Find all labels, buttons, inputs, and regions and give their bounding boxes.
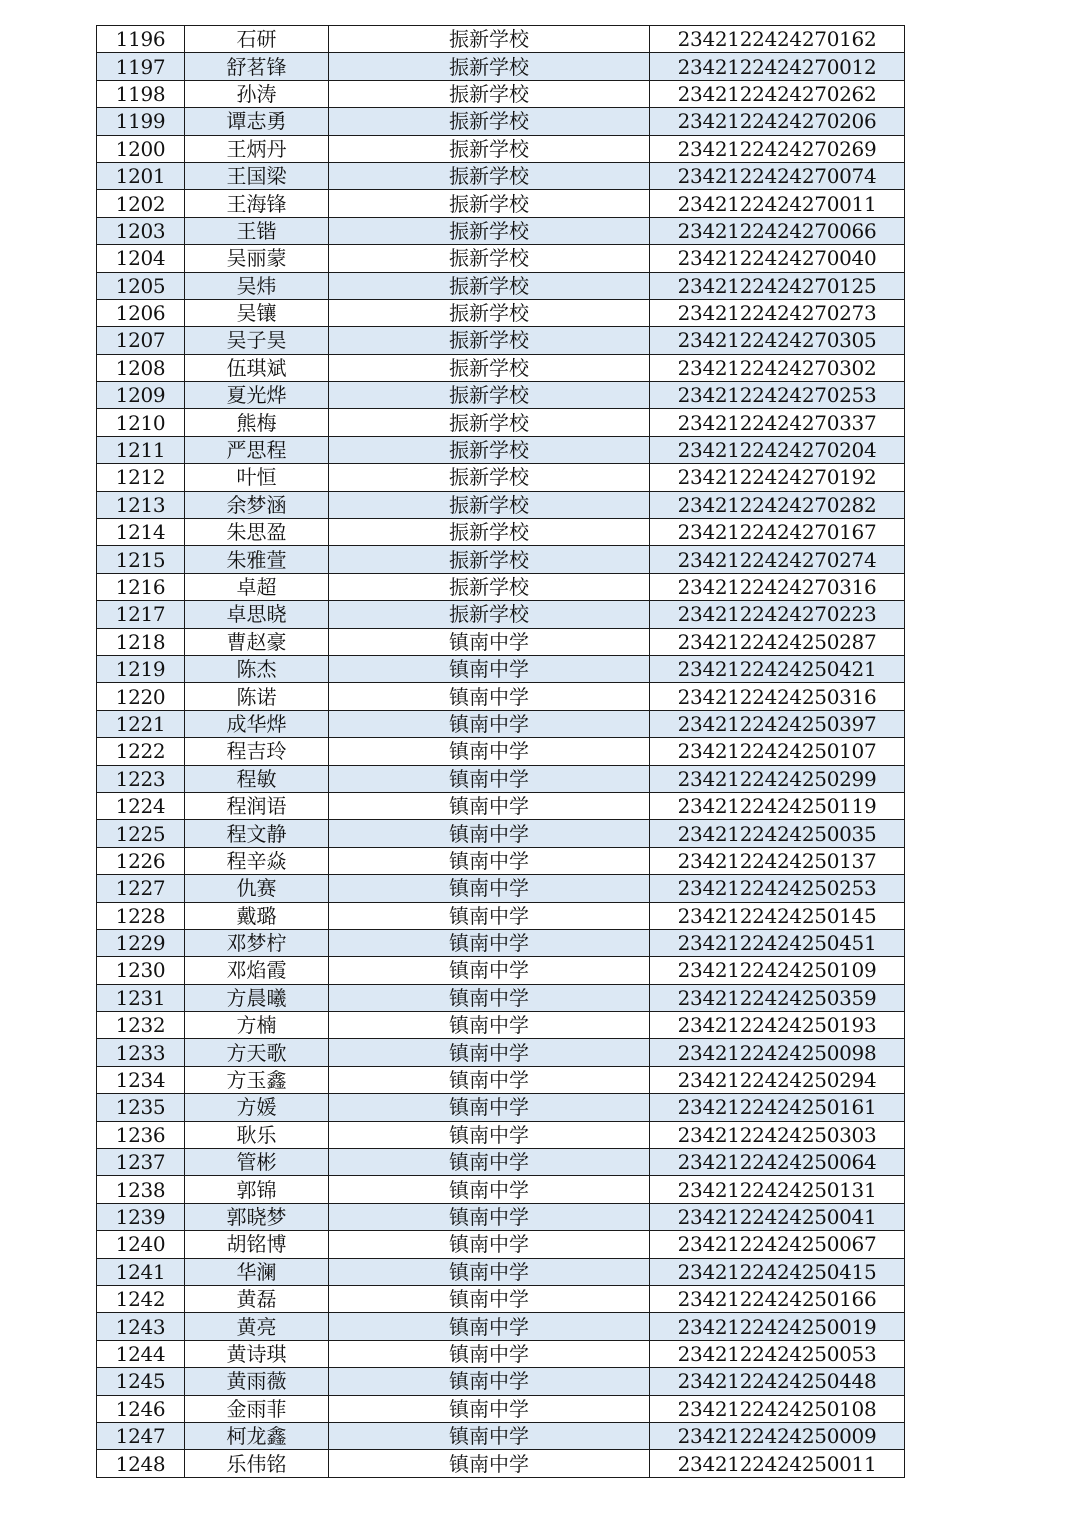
student-name-cell: 华澜 [185, 1258, 329, 1285]
school-cell: 振新学校 [329, 546, 650, 573]
school-cell: 振新学校 [329, 601, 650, 628]
school-cell: 振新学校 [329, 135, 650, 162]
table-row [97, 710, 905, 737]
exam-id-cell: 2342122424250137 [650, 847, 905, 874]
student-name-cell: 朱雅萱 [185, 546, 329, 573]
student-name-cell: 谭志勇 [185, 108, 329, 135]
student-name-cell: 仇赛 [185, 875, 329, 902]
table-row [97, 1066, 905, 1093]
row-number-cell: 1201 [97, 162, 185, 189]
row-number-cell: 1248 [97, 1450, 185, 1477]
student-name-cell: 曹赵豪 [185, 628, 329, 655]
exam-id-cell: 2342122424270206 [650, 108, 905, 135]
student-name-cell: 孙涛 [185, 80, 329, 107]
row-number-cell: 1224 [97, 792, 185, 819]
school-cell: 镇南中学 [329, 1176, 650, 1203]
school-cell: 镇南中学 [329, 875, 650, 902]
student-name-cell: 耿乐 [185, 1121, 329, 1148]
table-row [97, 327, 905, 354]
exam-id-cell: 2342122424250193 [650, 1012, 905, 1039]
exam-id-cell: 2342122424270162 [650, 26, 905, 53]
school-cell: 镇南中学 [329, 1121, 650, 1148]
school-cell: 振新学校 [329, 245, 650, 272]
row-number-cell: 1223 [97, 765, 185, 792]
table-row [97, 1203, 905, 1230]
student-name-cell: 程润语 [185, 792, 329, 819]
table-row [97, 546, 905, 573]
exam-id-cell: 2342122424270066 [650, 217, 905, 244]
exam-id-cell: 2342122424270074 [650, 162, 905, 189]
row-number-cell: 1214 [97, 519, 185, 546]
school-cell: 振新学校 [329, 382, 650, 409]
school-cell: 镇南中学 [329, 1285, 650, 1312]
exam-id-cell: 2342122424270305 [650, 327, 905, 354]
student-name-cell: 王国梁 [185, 162, 329, 189]
student-name-cell: 吴炜 [185, 272, 329, 299]
school-cell: 振新学校 [329, 519, 650, 546]
table-row [97, 1039, 905, 1066]
student-name-cell: 王海锋 [185, 190, 329, 217]
exam-id-cell: 2342122424250035 [650, 820, 905, 847]
exam-id-cell: 2342122424250451 [650, 929, 905, 956]
table-row [97, 1450, 905, 1477]
table-row [97, 738, 905, 765]
exam-id-cell: 2342122424250316 [650, 683, 905, 710]
school-cell: 镇南中学 [329, 1149, 650, 1176]
row-number-cell: 1204 [97, 245, 185, 272]
row-number-cell: 1245 [97, 1368, 185, 1395]
table-row [97, 601, 905, 628]
school-cell: 振新学校 [329, 436, 650, 463]
student-name-cell: 戴璐 [185, 902, 329, 929]
school-cell: 振新学校 [329, 491, 650, 518]
student-name-cell: 程敏 [185, 765, 329, 792]
exam-id-cell: 2342122424270192 [650, 464, 905, 491]
exam-id-cell: 2342122424250108 [650, 1395, 905, 1422]
table-row [97, 1149, 905, 1176]
row-number-cell: 1219 [97, 655, 185, 682]
school-cell: 镇南中学 [329, 1231, 650, 1258]
exam-id-cell: 2342122424250253 [650, 875, 905, 902]
school-cell: 镇南中学 [329, 710, 650, 737]
student-name-cell: 管彬 [185, 1149, 329, 1176]
exam-id-cell: 2342122424250067 [650, 1231, 905, 1258]
row-number-cell: 1208 [97, 354, 185, 381]
table-row [97, 1422, 905, 1449]
table-row [97, 792, 905, 819]
student-name-cell: 叶恒 [185, 464, 329, 491]
school-cell: 镇南中学 [329, 1066, 650, 1093]
exam-id-cell: 2342122424270253 [650, 382, 905, 409]
table-row [97, 26, 905, 53]
table-row [97, 53, 905, 80]
student-name-cell: 方玉鑫 [185, 1066, 329, 1093]
student-list-table [96, 25, 905, 1478]
exam-id-cell: 2342122424250303 [650, 1121, 905, 1148]
student-name-cell: 黄磊 [185, 1285, 329, 1312]
row-number-cell: 1232 [97, 1012, 185, 1039]
row-number-cell: 1244 [97, 1340, 185, 1367]
student-name-cell: 黄诗琪 [185, 1340, 329, 1367]
row-number-cell: 1241 [97, 1258, 185, 1285]
table-row [97, 1012, 905, 1039]
row-number-cell: 1215 [97, 546, 185, 573]
student-name-cell: 方晨曦 [185, 984, 329, 1011]
school-cell: 振新学校 [329, 327, 650, 354]
row-number-cell: 1236 [97, 1121, 185, 1148]
table-row [97, 1094, 905, 1121]
table-row [97, 299, 905, 326]
school-cell: 振新学校 [329, 354, 650, 381]
student-name-cell: 程辛焱 [185, 847, 329, 874]
student-name-cell: 王锴 [185, 217, 329, 244]
table-row [97, 628, 905, 655]
row-number-cell: 1246 [97, 1395, 185, 1422]
row-number-cell: 1198 [97, 80, 185, 107]
table-row [97, 80, 905, 107]
student-name-cell: 卓思晓 [185, 601, 329, 628]
table-row [97, 409, 905, 436]
school-cell: 振新学校 [329, 299, 650, 326]
row-number-cell: 1209 [97, 382, 185, 409]
exam-id-cell: 2342122424270167 [650, 519, 905, 546]
table-row [97, 245, 905, 272]
row-number-cell: 1229 [97, 929, 185, 956]
student-name-cell: 金雨菲 [185, 1395, 329, 1422]
table-row [97, 765, 905, 792]
school-cell: 镇南中学 [329, 1203, 650, 1230]
exam-id-cell: 2342122424250166 [650, 1285, 905, 1312]
exam-id-cell: 2342122424270269 [650, 135, 905, 162]
exam-id-cell: 2342122424270125 [650, 272, 905, 299]
table-row [97, 1258, 905, 1285]
table-row [97, 1368, 905, 1395]
row-number-cell: 1218 [97, 628, 185, 655]
school-cell: 镇南中学 [329, 738, 650, 765]
row-number-cell: 1200 [97, 135, 185, 162]
table-row [97, 1285, 905, 1312]
school-cell: 振新学校 [329, 464, 650, 491]
exam-id-cell: 2342122424250397 [650, 710, 905, 737]
student-name-cell: 方天歌 [185, 1039, 329, 1066]
table-row [97, 491, 905, 518]
school-cell: 镇南中学 [329, 1258, 650, 1285]
student-name-cell: 黄亮 [185, 1313, 329, 1340]
row-number-cell: 1226 [97, 847, 185, 874]
row-number-cell: 1242 [97, 1285, 185, 1312]
table-row [97, 382, 905, 409]
table-row [97, 820, 905, 847]
row-number-cell: 1231 [97, 984, 185, 1011]
row-number-cell: 1233 [97, 1039, 185, 1066]
exam-id-cell: 2342122424250359 [650, 984, 905, 1011]
exam-id-cell: 2342122424250415 [650, 1258, 905, 1285]
school-cell: 振新学校 [329, 26, 650, 53]
table-row [97, 135, 905, 162]
school-cell: 镇南中学 [329, 1094, 650, 1121]
student-name-cell: 熊梅 [185, 409, 329, 436]
school-cell: 振新学校 [329, 217, 650, 244]
exam-id-cell: 2342122424250448 [650, 1368, 905, 1395]
table-row [97, 436, 905, 463]
row-number-cell: 1210 [97, 409, 185, 436]
table-row [97, 875, 905, 902]
student-name-cell: 程文静 [185, 820, 329, 847]
table-row [97, 957, 905, 984]
student-name-cell: 吴子昊 [185, 327, 329, 354]
school-cell: 镇南中学 [329, 628, 650, 655]
row-number-cell: 1247 [97, 1422, 185, 1449]
row-number-cell: 1216 [97, 573, 185, 600]
exam-id-cell: 2342122424270012 [650, 53, 905, 80]
school-cell: 镇南中学 [329, 683, 650, 710]
school-cell: 镇南中学 [329, 847, 650, 874]
school-cell: 镇南中学 [329, 957, 650, 984]
exam-id-cell: 2342122424270262 [650, 80, 905, 107]
student-name-cell: 伍琪斌 [185, 354, 329, 381]
row-number-cell: 1234 [97, 1066, 185, 1093]
school-cell: 镇南中学 [329, 1395, 650, 1422]
student-name-cell: 吴镶 [185, 299, 329, 326]
student-name-cell: 黄雨薇 [185, 1368, 329, 1395]
student-name-cell: 严思程 [185, 436, 329, 463]
school-cell: 振新学校 [329, 162, 650, 189]
exam-id-cell: 2342122424270316 [650, 573, 905, 600]
row-number-cell: 1203 [97, 217, 185, 244]
table-row [97, 929, 905, 956]
exam-id-cell: 2342122424250131 [650, 1176, 905, 1203]
table-row [97, 683, 905, 710]
row-number-cell: 1217 [97, 601, 185, 628]
row-number-cell: 1196 [97, 26, 185, 53]
exam-id-cell: 2342122424250019 [650, 1313, 905, 1340]
exam-id-cell: 2342122424270274 [650, 546, 905, 573]
exam-id-cell: 2342122424250161 [650, 1094, 905, 1121]
student-name-cell: 陈杰 [185, 655, 329, 682]
student-name-cell: 乐伟铭 [185, 1450, 329, 1477]
student-name-cell: 方媛 [185, 1094, 329, 1121]
exam-id-cell: 2342122424270204 [650, 436, 905, 463]
student-name-cell: 吴丽蒙 [185, 245, 329, 272]
table-row [97, 573, 905, 600]
row-number-cell: 1221 [97, 710, 185, 737]
exam-id-cell: 2342122424250109 [650, 957, 905, 984]
school-cell: 镇南中学 [329, 792, 650, 819]
school-cell: 镇南中学 [329, 820, 650, 847]
row-number-cell: 1206 [97, 299, 185, 326]
exam-id-cell: 2342122424270302 [650, 354, 905, 381]
table-row [97, 272, 905, 299]
school-cell: 振新学校 [329, 573, 650, 600]
exam-id-cell: 2342122424250009 [650, 1422, 905, 1449]
exam-id-cell: 2342122424270223 [650, 601, 905, 628]
table-row [97, 519, 905, 546]
student-name-cell: 成华烨 [185, 710, 329, 737]
exam-id-cell: 2342122424250294 [650, 1066, 905, 1093]
row-number-cell: 1237 [97, 1149, 185, 1176]
row-number-cell: 1222 [97, 738, 185, 765]
school-cell: 振新学校 [329, 409, 650, 436]
table-row [97, 1340, 905, 1367]
row-number-cell: 1212 [97, 464, 185, 491]
student-name-cell: 柯龙鑫 [185, 1422, 329, 1449]
school-cell: 镇南中学 [329, 1313, 650, 1340]
student-name-cell: 王炳丹 [185, 135, 329, 162]
school-cell: 振新学校 [329, 190, 650, 217]
school-cell: 振新学校 [329, 108, 650, 135]
row-number-cell: 1211 [97, 436, 185, 463]
exam-id-cell: 2342122424250119 [650, 792, 905, 819]
table-row [97, 984, 905, 1011]
school-cell: 镇南中学 [329, 1450, 650, 1477]
table-row [97, 902, 905, 929]
row-number-cell: 1240 [97, 1231, 185, 1258]
student-name-cell: 朱思盈 [185, 519, 329, 546]
student-name-cell: 程吉玲 [185, 738, 329, 765]
student-name-cell: 胡铭博 [185, 1231, 329, 1258]
exam-id-cell: 2342122424270273 [650, 299, 905, 326]
table-row [97, 1121, 905, 1148]
exam-id-cell: 2342122424270282 [650, 491, 905, 518]
student-name-cell: 邓梦柠 [185, 929, 329, 956]
table-row [97, 1395, 905, 1422]
school-cell: 镇南中学 [329, 1422, 650, 1449]
student-name-cell: 石研 [185, 26, 329, 53]
school-cell: 镇南中学 [329, 655, 650, 682]
school-cell: 镇南中学 [329, 1012, 650, 1039]
exam-id-cell: 2342122424250098 [650, 1039, 905, 1066]
table-row [97, 655, 905, 682]
exam-id-cell: 2342122424250011 [650, 1450, 905, 1477]
exam-id-cell: 2342122424250053 [650, 1340, 905, 1367]
row-number-cell: 1230 [97, 957, 185, 984]
student-name-cell: 方楠 [185, 1012, 329, 1039]
student-name-cell: 郭晓梦 [185, 1203, 329, 1230]
exam-id-cell: 2342122424250107 [650, 738, 905, 765]
exam-id-cell: 2342122424250299 [650, 765, 905, 792]
exam-id-cell: 2342122424250287 [650, 628, 905, 655]
student-name-cell: 夏光烨 [185, 382, 329, 409]
school-cell: 镇南中学 [329, 1039, 650, 1066]
table-row [97, 162, 905, 189]
school-cell: 镇南中学 [329, 984, 650, 1011]
row-number-cell: 1205 [97, 272, 185, 299]
exam-id-cell: 2342122424270337 [650, 409, 905, 436]
row-number-cell: 1225 [97, 820, 185, 847]
school-cell: 振新学校 [329, 272, 650, 299]
exam-id-cell: 2342122424270011 [650, 190, 905, 217]
row-number-cell: 1202 [97, 190, 185, 217]
exam-id-cell: 2342122424270040 [650, 245, 905, 272]
school-cell: 镇南中学 [329, 1368, 650, 1395]
row-number-cell: 1197 [97, 53, 185, 80]
row-number-cell: 1238 [97, 1176, 185, 1203]
row-number-cell: 1235 [97, 1094, 185, 1121]
table-row [97, 190, 905, 217]
school-cell: 镇南中学 [329, 765, 650, 792]
student-name-cell: 陈诺 [185, 683, 329, 710]
row-number-cell: 1199 [97, 108, 185, 135]
school-cell: 镇南中学 [329, 929, 650, 956]
exam-id-cell: 2342122424250041 [650, 1203, 905, 1230]
school-cell: 镇南中学 [329, 1340, 650, 1367]
student-name-cell: 郭锦 [185, 1176, 329, 1203]
school-cell: 振新学校 [329, 80, 650, 107]
table-body [97, 26, 905, 1478]
table-row [97, 108, 905, 135]
exam-id-cell: 2342122424250145 [650, 902, 905, 929]
row-number-cell: 1220 [97, 683, 185, 710]
row-number-cell: 1228 [97, 902, 185, 929]
table-row [97, 217, 905, 244]
row-number-cell: 1227 [97, 875, 185, 902]
school-cell: 镇南中学 [329, 902, 650, 929]
student-name-cell: 邓焰霞 [185, 957, 329, 984]
row-number-cell: 1239 [97, 1203, 185, 1230]
exam-id-cell: 2342122424250421 [650, 655, 905, 682]
table-row [97, 464, 905, 491]
student-name-cell: 余梦涵 [185, 491, 329, 518]
row-number-cell: 1243 [97, 1313, 185, 1340]
student-name-cell: 卓超 [185, 573, 329, 600]
table-row [97, 847, 905, 874]
student-name-cell: 舒茗锋 [185, 53, 329, 80]
table-row [97, 1313, 905, 1340]
row-number-cell: 1213 [97, 491, 185, 518]
row-number-cell: 1207 [97, 327, 185, 354]
table-row [97, 1231, 905, 1258]
table-row [97, 354, 905, 381]
school-cell: 振新学校 [329, 53, 650, 80]
table-row [97, 1176, 905, 1203]
exam-id-cell: 2342122424250064 [650, 1149, 905, 1176]
